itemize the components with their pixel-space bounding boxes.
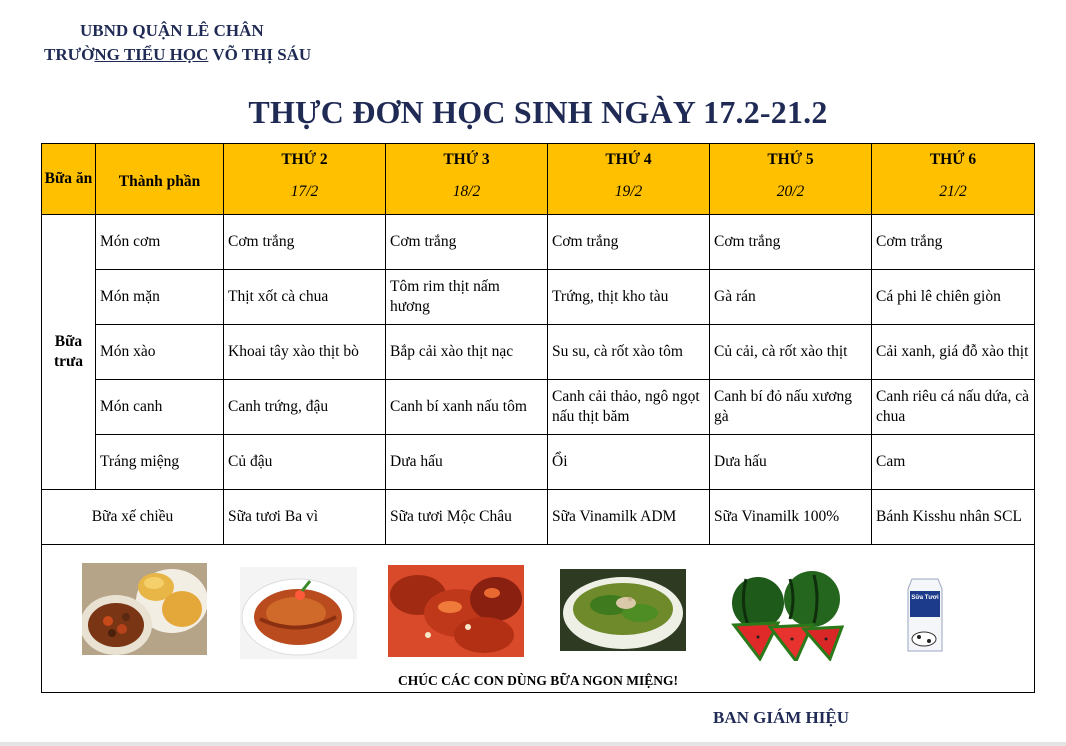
milk-carton-label: Sữa Tươi	[911, 595, 939, 601]
lunch-label: Bữa trưa	[42, 215, 96, 490]
snack-row	[42, 490, 1035, 545]
component-column-header: Thành phần	[96, 144, 224, 215]
menu-cell: Dưa hấu	[710, 435, 872, 490]
day-header: THỨ 3 18/2	[386, 144, 548, 215]
district-name: UBND QUẬN LÊ CHÂN	[80, 21, 264, 40]
meal-column-header: Bữa ăn	[42, 144, 96, 215]
snack-label: Bữa xế chiều	[42, 490, 224, 545]
menu-cell: Khoai tây xào thịt bò	[224, 325, 386, 380]
menu-cell: Cơm trắng	[386, 215, 548, 270]
menu-cell: Củ cải, cà rốt xào thịt	[710, 325, 872, 380]
menu-cell: Cơm trắng	[224, 215, 386, 270]
page-title: THỰC ĐƠN HỌC SINH NGÀY 17.2-21.2	[248, 94, 828, 130]
menu-cell: Canh bí xanh nấu tôm	[386, 380, 548, 435]
footer-message: CHÚC CÁC CON DÙNG BỮA NGON MIỆNG!	[398, 673, 678, 688]
menu-cell: Canh cải thảo, ngô ngọt nấu thịt băm	[548, 380, 710, 435]
menu-cell: Sữa Vinamilk 100%	[710, 490, 872, 545]
menu-cell: Cá phi lê chiên giòn	[872, 270, 1035, 325]
fish-in-tomato-sauce-photo	[240, 567, 357, 659]
menu-cell: Gà rán	[710, 270, 872, 325]
menu-cell: Canh bí đỏ nấu xương gà	[710, 380, 872, 435]
milk-carton-photo	[904, 573, 946, 655]
menu-cell: Canh riêu cá nấu dứa, cà chua	[872, 380, 1035, 435]
table-row	[42, 435, 1035, 490]
fried-chicken-photo	[388, 565, 524, 657]
menu-cell: Canh trứng, đậu	[224, 380, 386, 435]
footer-row	[42, 545, 1035, 693]
table-row	[42, 325, 1035, 380]
menu-cell: Sữa Vinamilk ADM	[548, 490, 710, 545]
signature: BAN GIÁM HIỆU	[713, 708, 850, 727]
category-cell: Tráng miệng	[96, 435, 224, 490]
menu-cell: Bánh Kisshu nhân SCL	[872, 490, 1035, 545]
beef-stew-with-bread-photo	[82, 563, 207, 655]
menu-cell: Sữa tươi Ba vì	[224, 490, 386, 545]
category-cell: Món cơm	[96, 215, 224, 270]
day-header: THỨ 6 21/2	[872, 144, 1035, 215]
category-cell: Món xào	[96, 325, 224, 380]
menu-cell: Cam	[872, 435, 1035, 490]
school-name: TRƯỜNG TIỂU HỌC VÕ THỊ SÁU	[44, 45, 312, 64]
menu-cell: Thịt xốt cà chua	[224, 270, 386, 325]
day-header: THỨ 2 17/2	[224, 144, 386, 215]
table-row	[42, 215, 1035, 270]
menu-cell: Tôm rim thịt nấm hương	[386, 270, 548, 325]
bottom-divider	[0, 742, 1066, 746]
menu-cell: Cải xanh, giá đỗ xào thịt	[872, 325, 1035, 380]
menu-cell: Su su, cà rốt xào tôm	[548, 325, 710, 380]
table-row	[42, 270, 1035, 325]
school-header	[44, 19, 311, 67]
day-header: THỨ 4 19/2	[548, 144, 710, 215]
photo-strip	[42, 545, 1035, 693]
table-row	[42, 380, 1035, 435]
menu-table	[41, 143, 1035, 693]
menu-cell: Trứng, thịt kho tàu	[548, 270, 710, 325]
menu-cell: Bắp cải xào thịt nạc	[386, 325, 548, 380]
menu-cell: Ổi	[548, 435, 710, 490]
menu-cell: Sữa tươi Mộc Châu	[386, 490, 548, 545]
category-cell: Món canh	[96, 380, 224, 435]
menu-cell: Cơm trắng	[548, 215, 710, 270]
category-cell: Món mặn	[96, 270, 224, 325]
menu-cell: Cơm trắng	[872, 215, 1035, 270]
watermelon-photo	[730, 569, 844, 661]
day-header: THỨ 5 20/2	[710, 144, 872, 215]
menu-cell: Cơm trắng	[710, 215, 872, 270]
menu-cell: Củ đậu	[224, 435, 386, 490]
menu-cell: Dưa hấu	[386, 435, 548, 490]
vegetable-soup-photo	[560, 569, 686, 651]
